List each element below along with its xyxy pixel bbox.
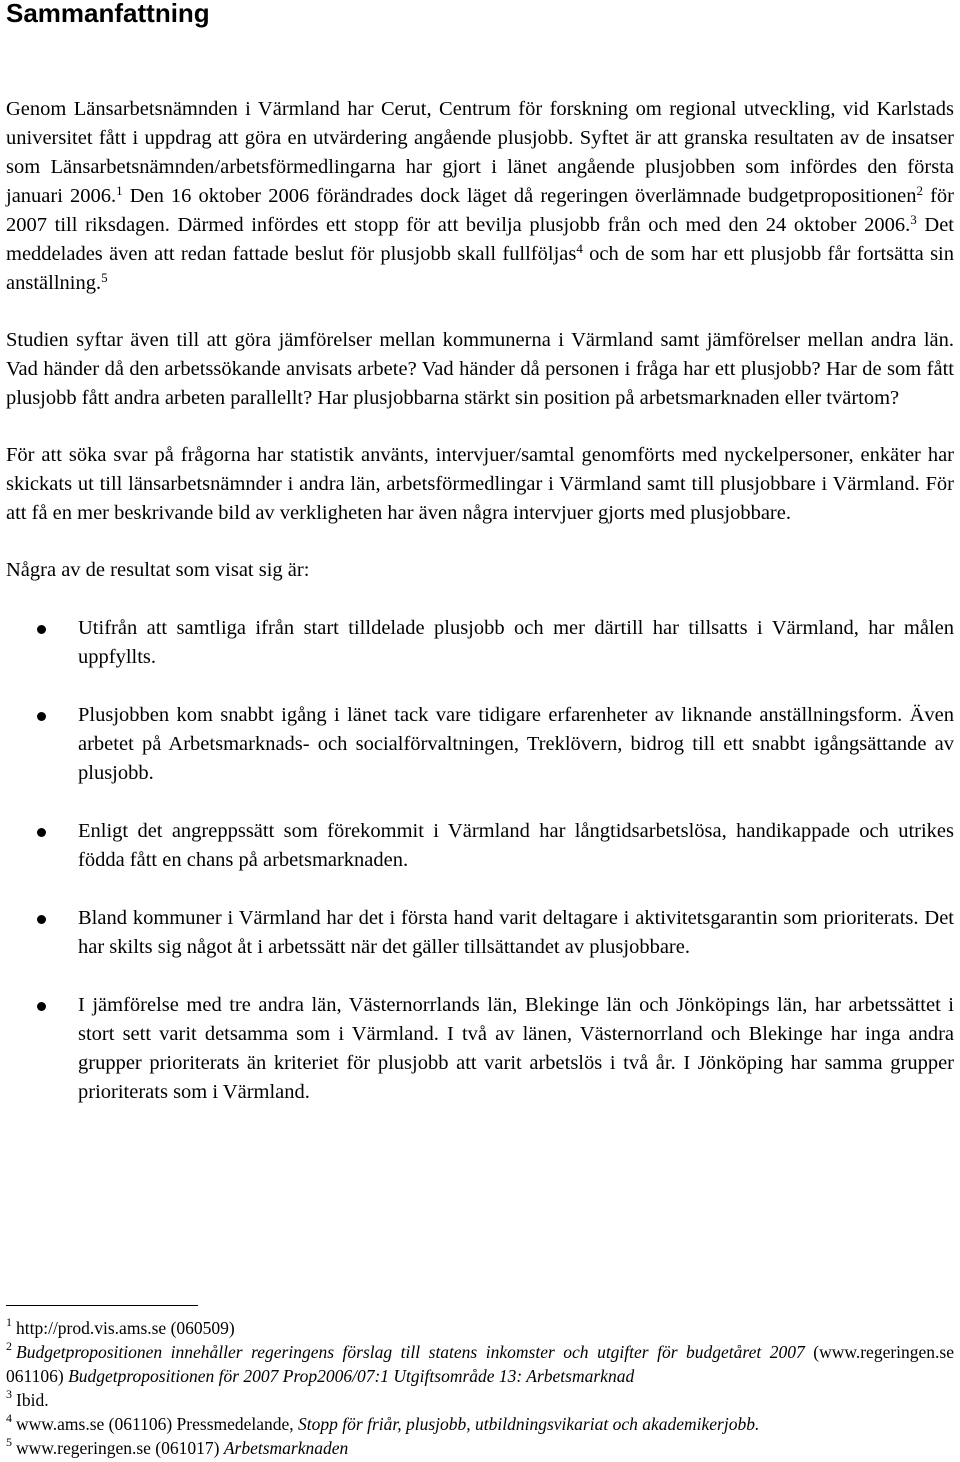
list-item xyxy=(6,904,954,962)
footnote-italic: Stopp för friår, plusjobb, utbildningsvikariat och akademikerjobb. xyxy=(298,1414,760,1434)
text-run: Genom Länsarbetsnämnden i Värmland har Cerut, Centrum för forskning om regional utveckling, vid Karlstads universitet fått i uppdrag att göra en utvärdering angående plusjobb. Syftet är att granska resultaten av de insatser som Länsarbetsnämnden/arbetsförmedlingarna har gjort i länet angående plusjobben som infördes den första januari 2006. xyxy=(6,98,954,207)
bullet-icon xyxy=(37,915,46,924)
footnote-3 xyxy=(6,1388,954,1412)
list-item-text: I jämförelse med tre andra län, Västernorrlands län, Blekinge län och Jönköpings län, har arbetssättet i stort sett varit detsamma som i Värmland. I två av länen, Västernorrland och Blekinge har inga andra grupper prioriterats än kriteriet för plusjobb att varit arbetslös i två år. I Jönköping har samma grupper prioriterats som i Värmland. xyxy=(78,994,954,1103)
footnote-ref: 1 xyxy=(116,183,123,198)
footnote-italic: Arbetsmarknaden xyxy=(223,1438,349,1458)
footnote-ref: 5 xyxy=(101,270,108,285)
paragraph-study-aim: Studien syftar även till att göra jämförelser mellan kommunerna i Värmland samt jämförelser mellan andra län. Vad händer då den arbetssökande anvisats arbete? Vad händer då personen i fråga har ett plusjobb? Har de som fått plusjobb fått andra arbeten parallellt? Har plusjobbarna stärkt sin position på arbetsmarknaden eller tvärtom? xyxy=(6,329,954,409)
footnote-italic: Budgetpropositionen för 2007 Prop2006/07:1 Utgiftsområde 13: Arbetsmarknad xyxy=(68,1366,635,1386)
list-item xyxy=(6,614,954,672)
footnote-text: Ibid. xyxy=(16,1390,49,1410)
list-item-text: Plusjobben kom snabbt igång i länet tack vare tidigare erfarenheter av liknande anställningsform. Även arbetet på Arbetsmarknads- och socialförvaltningen, Treklövern, bidrog till ett snabbt igångsättande av plusjobb. xyxy=(78,704,954,784)
footnote-text: www.regeringen.se (061017) xyxy=(16,1438,224,1458)
paragraph-method: För att söka svar på frågorna har statistik använts, intervjuer/samtal genomförts med nyckelpersoner, enkäter har skickats ut till länsarbetsnämnder i andra län, arbetsförmedlingar i Värmland samt till plusjobbare i Värmland. För att få en mer beskrivande bild av verkligheten har även några intervjuer gjorts med plusjobbare. xyxy=(6,444,954,524)
bullet-icon xyxy=(37,1002,46,1011)
text-run: för 2007 till riksdagen. Därmed infördes ett stopp för att bevilja plusjobb från och med den 24 oktober 2006. xyxy=(6,185,955,236)
footnote-text: (www.regeringen.se 061106) xyxy=(6,1342,954,1386)
list-item xyxy=(6,991,954,1107)
footnote-ref: 3 xyxy=(910,212,917,227)
footnote-italic: Budgetpropositionen innehåller regeringens förslag till statens inkomster och utgifter för budgetåret 2007 xyxy=(16,1342,805,1362)
text-run: Den 16 oktober 2006 förändrades dock läget då regeringen överlämnade budgetpropositionen xyxy=(122,185,917,207)
footnote-number: 1 xyxy=(6,1315,12,1329)
list-item-text: Bland kommuner i Värmland har det i första hand varit deltagare i aktivitetsgarantin som prioriterats. Det har skilts sig något åt i arbetssätt när det gäller tillsättandet av plusjobbare. xyxy=(78,907,954,958)
footnote-5 xyxy=(6,1436,954,1460)
footnote-number: 3 xyxy=(6,1387,12,1401)
footnote-ref: 2 xyxy=(916,183,924,198)
footnote-2 xyxy=(6,1340,954,1388)
footnote-ref: 4 xyxy=(576,241,583,256)
footnote-number: 4 xyxy=(6,1411,12,1425)
paragraph-results-intro: Några av de resultat som visat sig är: xyxy=(6,559,310,581)
list-item-text: Enligt det angreppssätt som förekommit i Värmland har långtidsarbetslösa, handikappade och utrikes födda fått en chans på arbetsmarknaden. xyxy=(78,820,954,871)
footnote-link[interactable]: http://prod.vis.ams.se (060509) xyxy=(16,1318,235,1338)
footnote-divider xyxy=(6,1305,198,1306)
list-item xyxy=(6,701,954,788)
page-title: Sammanfattning xyxy=(6,0,210,28)
text-run: och de som har ett plusjobb får fortsätta sin anställning. xyxy=(6,243,954,294)
list-item xyxy=(6,817,954,875)
bullet-icon xyxy=(37,712,46,721)
list-item-text: Utifrån att samtliga ifrån start tilldelade plusjobb och mer därtill har tillsatts i Värmland, har målen uppfyllts. xyxy=(78,617,954,668)
bullet-icon xyxy=(37,625,46,634)
footnote-1 xyxy=(6,1316,954,1340)
paragraph-intro xyxy=(6,95,954,298)
footnote-number: 5 xyxy=(6,1435,12,1449)
bullet-icon xyxy=(37,828,46,837)
footnote-4 xyxy=(6,1412,954,1436)
text-run: Det meddelades även att redan fattade beslut för plusjobb skall fullföljas xyxy=(6,214,954,265)
footnote-text: www.ams.se (061106) Pressmedelande, xyxy=(16,1414,299,1434)
footnote-number: 2 xyxy=(6,1339,12,1353)
results-list xyxy=(6,614,954,1107)
footnotes xyxy=(6,1316,954,1460)
